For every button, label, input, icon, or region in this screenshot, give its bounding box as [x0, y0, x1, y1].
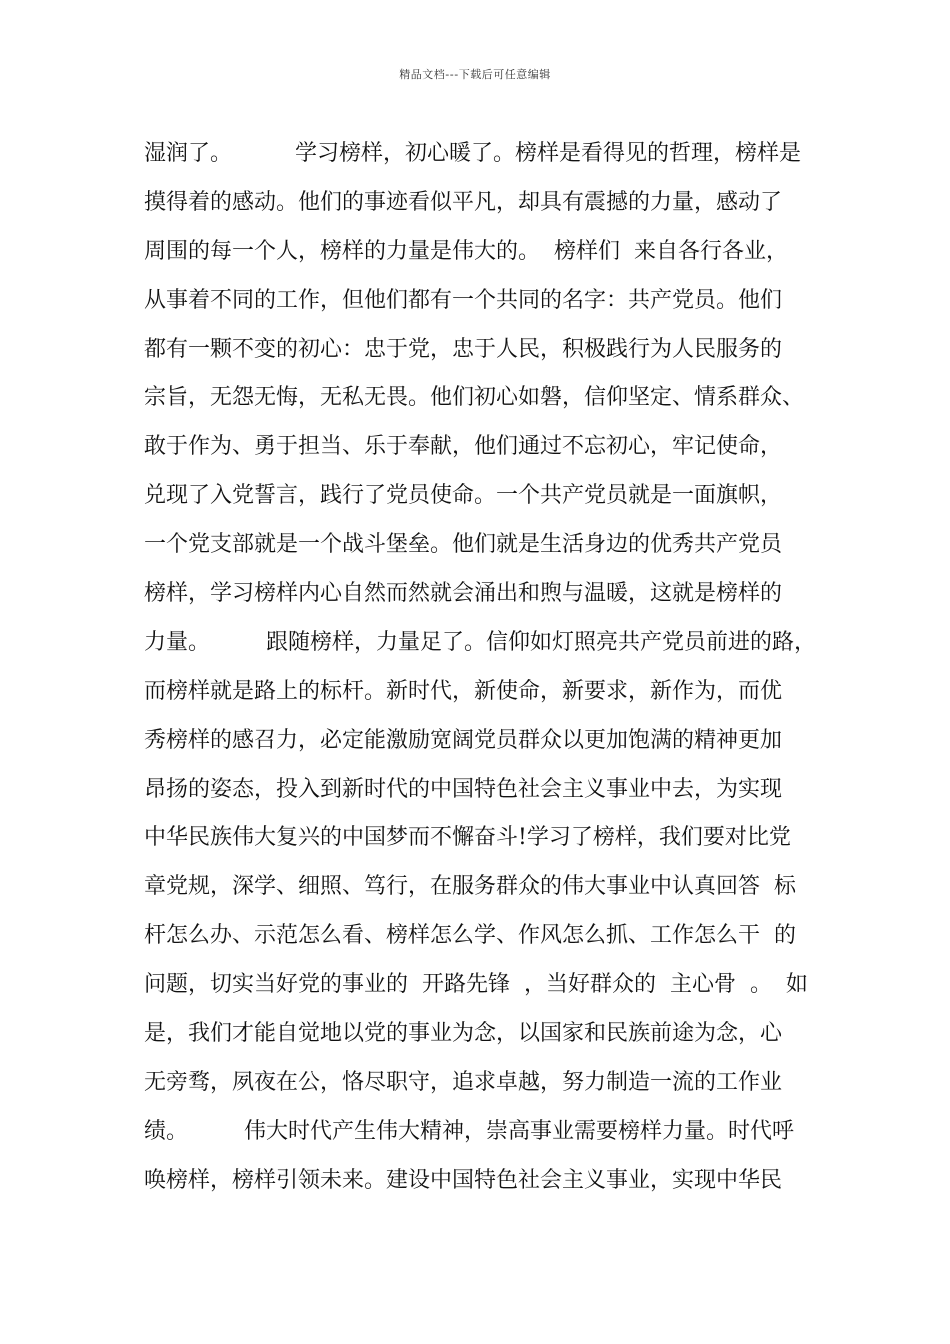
text-line: 绩。 伟大时代产生伟大精神，崇高事业需要榜样力量。时代呼	[144, 1118, 794, 1144]
text-line: 周围的每一个人，榜样的力量是伟大的。 榜样们 来自各行各业，	[144, 238, 788, 264]
text-line: 昂扬的姿态，投入到新时代的中国特色社会主义事业中去，为实现	[144, 776, 783, 802]
document-body	[144, 130, 844, 1206]
text-line: 湿润了。 学习榜样，初心暖了。榜样是看得见的哲理，榜样是	[144, 141, 801, 166]
text-line: 榜样，学习榜样内心自然而然就会涌出和煦与温暖，这就是榜样的	[144, 581, 783, 607]
text-line: 无旁骛，夙夜在公，恪尽职守，追求卓越，努力制造一流的工作业	[144, 1069, 783, 1095]
page-header: 精品文档---下载后可任意编辑	[399, 68, 551, 81]
text-line: 宗旨，无怨无悔，无私无畏。他们初心如磐，信仰坚定、情系群众、	[144, 385, 805, 411]
text-line: 是，我们才能自觉地以党的事业为念，以国家和民族前途为念，心	[144, 1021, 783, 1047]
text-line: 秀榜样的感召力，必定能激励宽阔党员群众以更加饱满的精神更加	[144, 727, 783, 753]
text-line: 而榜样就是路上的标杆。新时代，新使命，新要求，新作为，而优	[144, 678, 783, 704]
text-line: 问题，切实当好党的事业的 开路先锋 ，当好群众的 主心骨 。 如	[144, 972, 808, 998]
text-line: 一个党支部就是一个战斗堡垒。他们就是生活身边的优秀共产党员	[144, 532, 783, 558]
text-line: 唤榜样，榜样引领未来。建设中国特色社会主义事业，实现中华民	[144, 1167, 783, 1193]
text-line: 兑现了入党誓言，践行了党员使命。一个共产党员就是一面旗帜，	[144, 483, 783, 509]
text-line: 章党规，深学、细照、笃行，在服务群众的伟大事业中认真回答 标	[144, 874, 796, 900]
text-line: 敢于作为、勇于担当、乐于奉献，他们通过不忘初心，牢记使命，	[144, 434, 783, 460]
text-line: 杆怎么办、示范怎么看、榜样怎么学、作风怎么抓、工作怎么干 的	[144, 923, 796, 949]
text-line: 力量。 跟随榜样，力量足了。信仰如灯照亮共产党员前进的路，	[144, 629, 816, 655]
text-line: 摸得着的感动。他们的事迹看似平凡，却具有震撼的力量，感动了	[144, 189, 783, 215]
text-line: 从事着不同的工作，但他们都有一个共同的名字：共产党员。他们	[144, 287, 783, 313]
text-line: 中华民族伟大复兴的中国梦而不懈奋斗!学习了榜样，我们要对比党	[144, 825, 791, 851]
text-line: 都有一颗不变的初心：忠于党，忠于人民，积极践行为人民服务的	[144, 336, 783, 362]
